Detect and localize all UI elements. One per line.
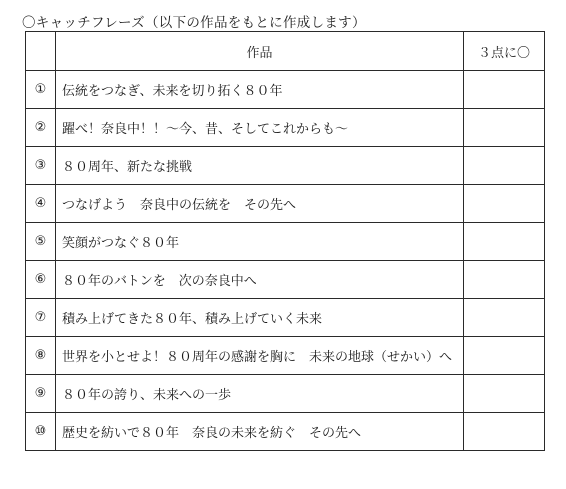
row-number: ⑩ bbox=[26, 413, 56, 451]
row-catchphrase: ８０年の誇り、未来への一歩 bbox=[56, 375, 464, 413]
table-header-row bbox=[26, 32, 545, 71]
row-vote-cell[interactable] bbox=[464, 413, 545, 451]
row-number: ③ bbox=[26, 147, 56, 185]
row-catchphrase: つなげよう 奈良中の伝統を その先へ bbox=[56, 185, 464, 223]
row-vote-cell[interactable] bbox=[464, 147, 545, 185]
row-catchphrase: 伝統をつなぎ、未来を切り拓く８０年 bbox=[56, 71, 464, 109]
table-row bbox=[26, 223, 545, 261]
row-catchphrase: 世界を小とせよ！８０周年の感謝を胸に 未来の地球（せかい）へ bbox=[56, 337, 464, 375]
row-number: ⑥ bbox=[26, 261, 56, 299]
row-number: ② bbox=[26, 109, 56, 147]
page-title: 〇キャッチフレーズ（以下の作品をもとに作成します） bbox=[22, 15, 366, 31]
catchphrase-table bbox=[25, 31, 545, 451]
row-catchphrase: ８０年のバトンを 次の奈良中へ bbox=[56, 261, 464, 299]
row-number: ④ bbox=[26, 185, 56, 223]
row-number: ⑦ bbox=[26, 299, 56, 337]
table-row bbox=[26, 261, 545, 299]
row-vote-cell[interactable] bbox=[464, 299, 545, 337]
table-row bbox=[26, 185, 545, 223]
table-row bbox=[26, 375, 545, 413]
row-vote-cell[interactable] bbox=[464, 223, 545, 261]
row-vote-cell[interactable] bbox=[464, 185, 545, 223]
row-vote-cell[interactable] bbox=[464, 261, 545, 299]
row-number: ⑤ bbox=[26, 223, 56, 261]
header-work: 作品 bbox=[56, 32, 464, 71]
table-row bbox=[26, 299, 545, 337]
row-vote-cell[interactable] bbox=[464, 337, 545, 375]
row-number: ① bbox=[26, 71, 56, 109]
row-catchphrase: 躍べ！奈良中！！～今、昔、そしてこれからも～ bbox=[56, 109, 464, 147]
row-catchphrase: ８０周年、新たな挑戦 bbox=[56, 147, 464, 185]
table-row bbox=[26, 71, 545, 109]
table-body bbox=[26, 71, 545, 451]
header-vote: ３点に〇 bbox=[464, 32, 545, 71]
table-row bbox=[26, 337, 545, 375]
table-row bbox=[26, 413, 545, 451]
row-catchphrase: 笑顔がつなぐ８０年 bbox=[56, 223, 464, 261]
row-catchphrase: 歴史を紡いで８０年 奈良の未来を紡ぐ その先へ bbox=[56, 413, 464, 451]
row-vote-cell[interactable] bbox=[464, 375, 545, 413]
table-row bbox=[26, 147, 545, 185]
row-vote-cell[interactable] bbox=[464, 109, 545, 147]
row-number: ⑨ bbox=[26, 375, 56, 413]
table-row bbox=[26, 109, 545, 147]
row-vote-cell[interactable] bbox=[464, 71, 545, 109]
header-number-cell bbox=[26, 32, 56, 71]
row-catchphrase: 積み上げてきた８０年、積み上げていく未来 bbox=[56, 299, 464, 337]
row-number: ⑧ bbox=[26, 337, 56, 375]
